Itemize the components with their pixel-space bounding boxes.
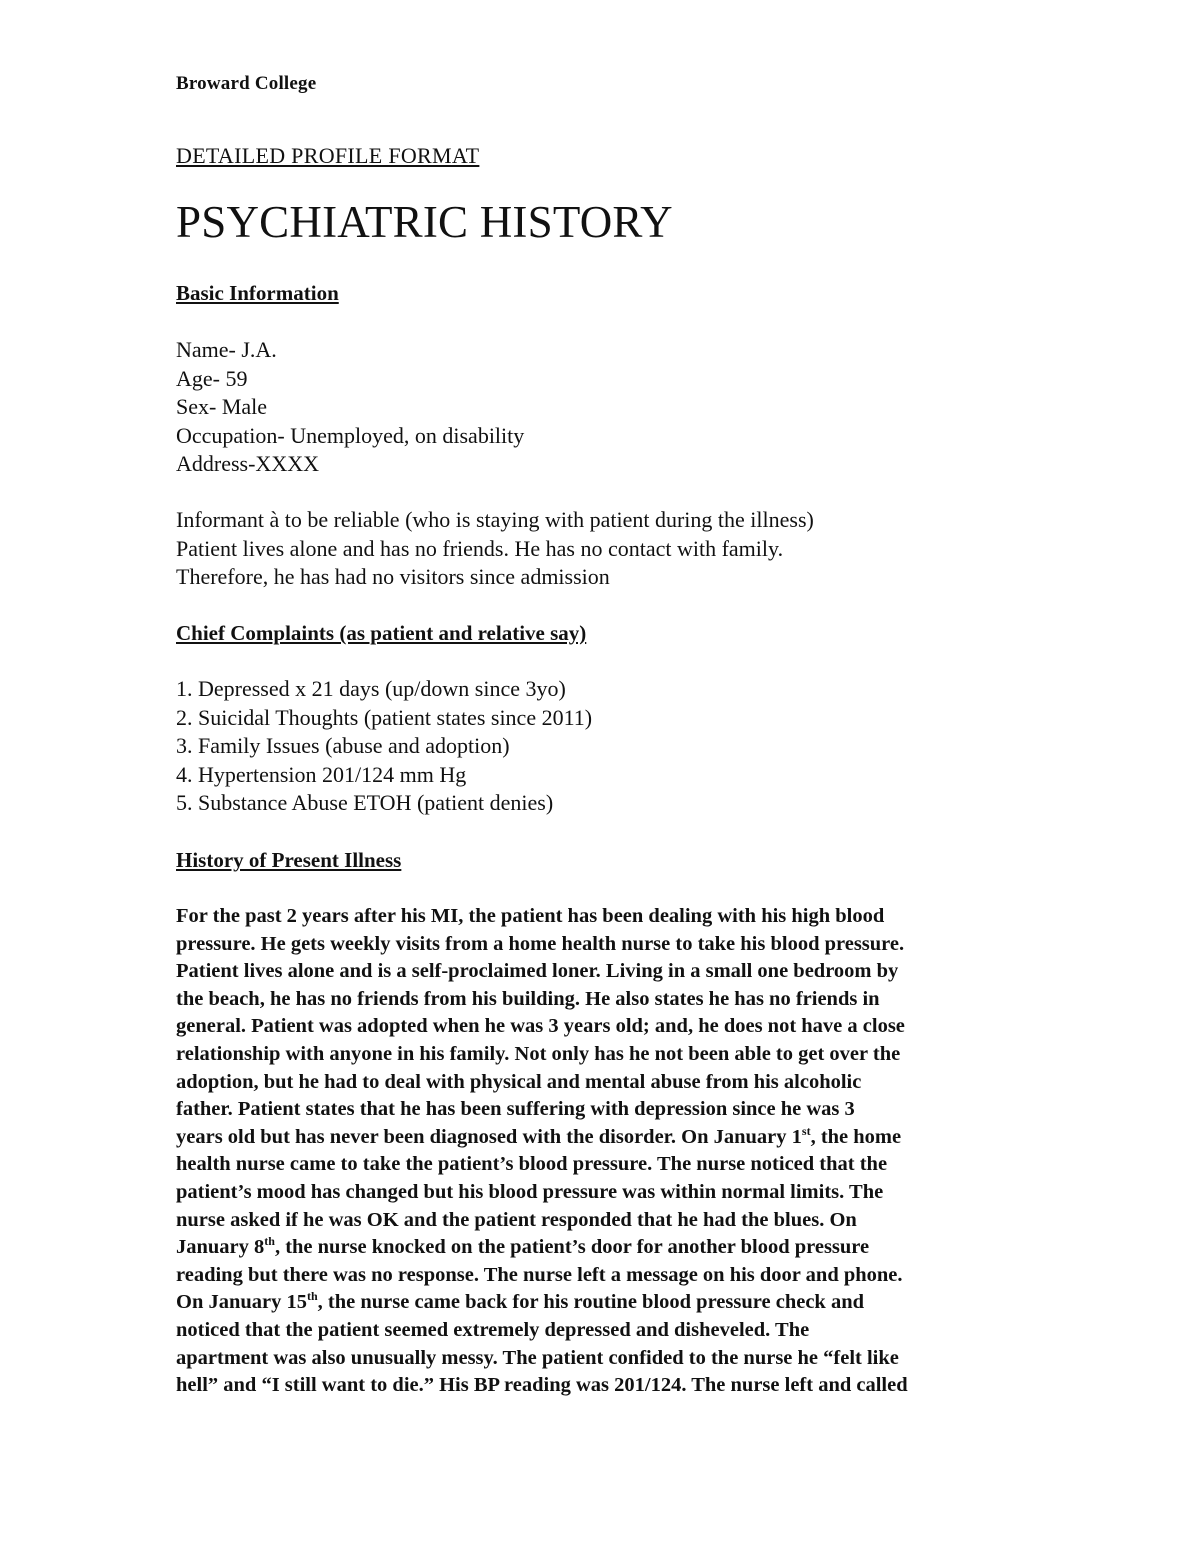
field-age: Age- 59 — [176, 365, 248, 391]
paragraph-line: health nurse came to take the patient’s blood pressure. The nurse noticed that the — [176, 1153, 888, 1176]
line-text: On January 15 — [176, 1291, 307, 1314]
ordinal-suffix: th — [307, 1289, 318, 1304]
informant-line: Patient lives alone and has no friends. He has no contact with family. — [176, 535, 784, 561]
line-text: January 8 — [176, 1236, 265, 1259]
informant-line: Informant à to be reliable (who is staying with patient during the illness) — [176, 507, 814, 532]
line-text: , the home — [810, 1125, 902, 1148]
paragraph-line: adoption, but he had to deal with physical and mental abuse from his alcoholic — [176, 1070, 862, 1093]
list-item: 3. Family Issues (abuse and adoption) — [176, 733, 510, 758]
paragraph-line — [176, 1234, 1036, 1262]
ordinal-suffix: th — [264, 1234, 275, 1249]
paragraph-line: pressure. He gets weekly visits from a home health nurse to take his blood pressure. — [176, 932, 905, 955]
field-name: Name- J.A. — [176, 337, 277, 362]
chief-complaints-heading: Chief Complaints (as patient and relative say) — [176, 621, 587, 645]
paragraph-line: Patient lives alone and is a self-proclaimed loner. Living in a small one bedroom by — [176, 960, 899, 983]
present-illness-paragraph — [176, 903, 1036, 1400]
list-item: 5. Substance Abuse ETOH (patient denies) — [176, 790, 554, 815]
basic-information-fields — [176, 336, 524, 479]
present-illness-heading: History of Present Illness — [176, 848, 402, 872]
paragraph-line: nurse asked if he was OK and the patient responded that he had the blues. On — [176, 1208, 857, 1231]
line-text: years old but has never been diagnosed with the disorder. On January 1 — [176, 1125, 802, 1148]
paragraph-line: apartment was also unusually messy. The patient confided to the nurse he “felt like — [176, 1346, 899, 1369]
chief-complaints-list — [176, 675, 592, 818]
paragraph-line — [176, 1124, 1036, 1152]
list-item: 4. Hypertension 201/124 mm Hg — [176, 761, 467, 787]
paragraph-line: the beach, he has no friends from his building. He also states he has no friends in — [176, 987, 880, 1010]
informant-line: Therefore, he has had no visitors since admission — [176, 564, 610, 589]
list-item: 1. Depressed x 21 days (up/down since 3yo) — [176, 676, 566, 701]
paragraph-line — [176, 1289, 1036, 1317]
field-address: Address-XXXX — [176, 451, 319, 476]
paragraph-line: hell” and “I still want to die.” His BP reading was 201/124. The nurse left and called — [176, 1374, 908, 1397]
paragraph-line: general. Patient was adopted when he was 3 years old; and, he does not have a close — [176, 1015, 905, 1038]
paragraph-line: relationship with anyone in his family. Not only has he not been able to get over the — [176, 1042, 901, 1065]
paragraph-line: noticed that the patient seemed extremely depressed and disheveled. The — [176, 1318, 810, 1341]
format-title: DETAILED PROFILE FORMAT — [176, 143, 480, 168]
paragraph-line: father. Patient states that he has been suffering with depression since he was 3 — [176, 1098, 855, 1121]
line-text: , the nurse came back for his routine blood pressure check and — [317, 1291, 864, 1314]
paragraph-line: reading but there was no response. The nurse left a message on his door and phone. — [176, 1263, 903, 1286]
line-text: , the nurse knocked on the patient’s door for another blood pressure — [274, 1236, 870, 1259]
informant-paragraph — [176, 506, 814, 592]
list-item: 2. Suicidal Thoughts (patient states since 2011) — [176, 704, 593, 730]
page-title: PSYCHIATRIC HISTORY — [176, 197, 673, 247]
field-occupation: Occupation- Unemployed, on disability — [176, 422, 525, 448]
paragraph-line: For the past 2 years after his MI, the patient has been dealing with his high blood — [176, 905, 885, 927]
basic-information-heading: Basic Information — [176, 281, 339, 305]
institution-header: Broward College — [176, 73, 317, 94]
ordinal-suffix: st — [801, 1123, 811, 1138]
paragraph-line: patient’s mood has changed but his blood pressure was within normal limits. The — [176, 1180, 884, 1203]
field-sex: Sex- Male — [176, 394, 268, 419]
